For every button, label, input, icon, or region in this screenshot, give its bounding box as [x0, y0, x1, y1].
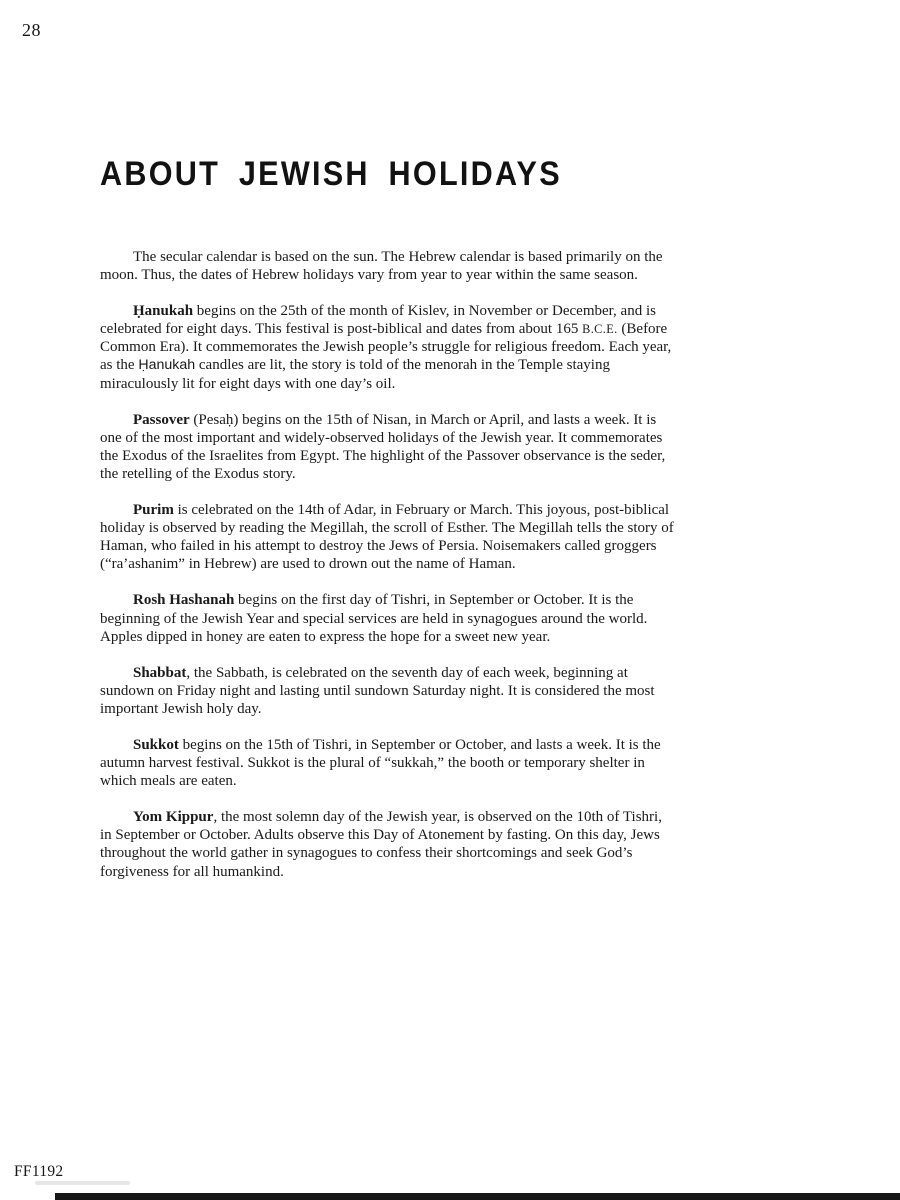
holiday-name: Ḥanukah: [133, 303, 194, 320]
paragraph-text: begins on the 15th of Tishri, in September or October, and lasts a week. It is the autumn harvest festival. Sukkot is the plural of “sukkah,” the booth or temporary shelter in which meals are eaten.: [100, 736, 661, 790]
paragraph: [100, 736, 675, 790]
paragraph-text: (Before Common Era). It commemorates the Jewish people’s struggle for religious freedom. Each year, as the: [100, 321, 672, 374]
scan-artifact-smudge: [35, 1181, 130, 1185]
paragraph-text: begins on the first day of Tishri, in September or October. It is the beginning of the Jewish Year and special services are held in synagogues around the world. Apples dipped in honey are eaten to express the hope for a sweet new year.: [100, 592, 648, 645]
holiday-name: Shabbat: [133, 664, 187, 681]
paragraph: [100, 248, 675, 284]
paragraph: [100, 501, 675, 573]
holiday-name: Purim: [133, 502, 174, 519]
paragraph-text: The secular calendar is based on the sun. The Hebrew calendar is based primarily on the moon. Thus, the dates of Hebrew holidays vary from year to year within the same season.: [100, 249, 663, 284]
article-body: [100, 248, 675, 899]
paragraph: [100, 808, 675, 880]
holiday-name: Passover: [133, 411, 190, 428]
paragraph: [100, 302, 675, 392]
holiday-name: Sukkot: [133, 736, 179, 753]
page-title: ABOUT JEWISH HOLIDAYS: [100, 154, 562, 193]
paragraph-text: candles are lit, the story is told of the menorah in the Temple staying miraculously lit for eight days with one day’s oil.: [100, 357, 610, 392]
paragraph-text: is celebrated on the 14th of Adar, in February or March. This joyous, post-biblical holiday is observed by reading the Megillah, the scroll of Esther. The Megillah tells the story of Haman, who failed in his attempt to destroy the Jews of Persia. Noisemakers called groggers (“ra’ashanim” in Hebrew) are used to drown out the name of Haman.: [100, 502, 674, 573]
holiday-name: Yom Kippur: [133, 809, 214, 826]
paragraph: [100, 411, 675, 483]
paragraph-text: , the Sabbath, is celebrated on the seventh day of each week, beginning at sundown on Friday night and lasting until sundown Saturday night. It is considered the most important Jewish holy day.: [100, 664, 655, 717]
holiday-name: Rosh Hashanah: [133, 592, 235, 609]
page-number: 28: [22, 20, 41, 40]
paragraph-text: , the most solemn day of the Jewish year, is observed on the 10th of Tishri, in September or October. Adults observe this Day of Atonement by fasting. On this day, Jews throughout the world gather in synagogues to confess their shortcomings and seek God’s forgiveness for all humankind.: [100, 809, 662, 880]
paragraph-text: (Pesaḥ) begins on the 15th of Nisan, in March or April, and lasts a week. It is one of the most important and widely-observed holidays of the Jewish year. It commemorates the Exodus of the Israelites from Egypt. The highlight of the Passover observance is the seder, the retelling of the Exodus story.: [100, 411, 666, 482]
footer-form-code: FF1192: [14, 1163, 64, 1180]
scan-edge-bar: [55, 1193, 900, 1200]
paragraph: [100, 664, 675, 718]
paragraph: [100, 591, 675, 645]
paragraph-text: begins on the 25th of the month of Kislev, in November or December, and is celebrated for eight days. This festival is post-biblical and dates from about 165: [100, 303, 656, 338]
paragraph-text: Ḥanukah: [138, 357, 196, 374]
paragraph-text: B.C.E.: [582, 322, 618, 337]
